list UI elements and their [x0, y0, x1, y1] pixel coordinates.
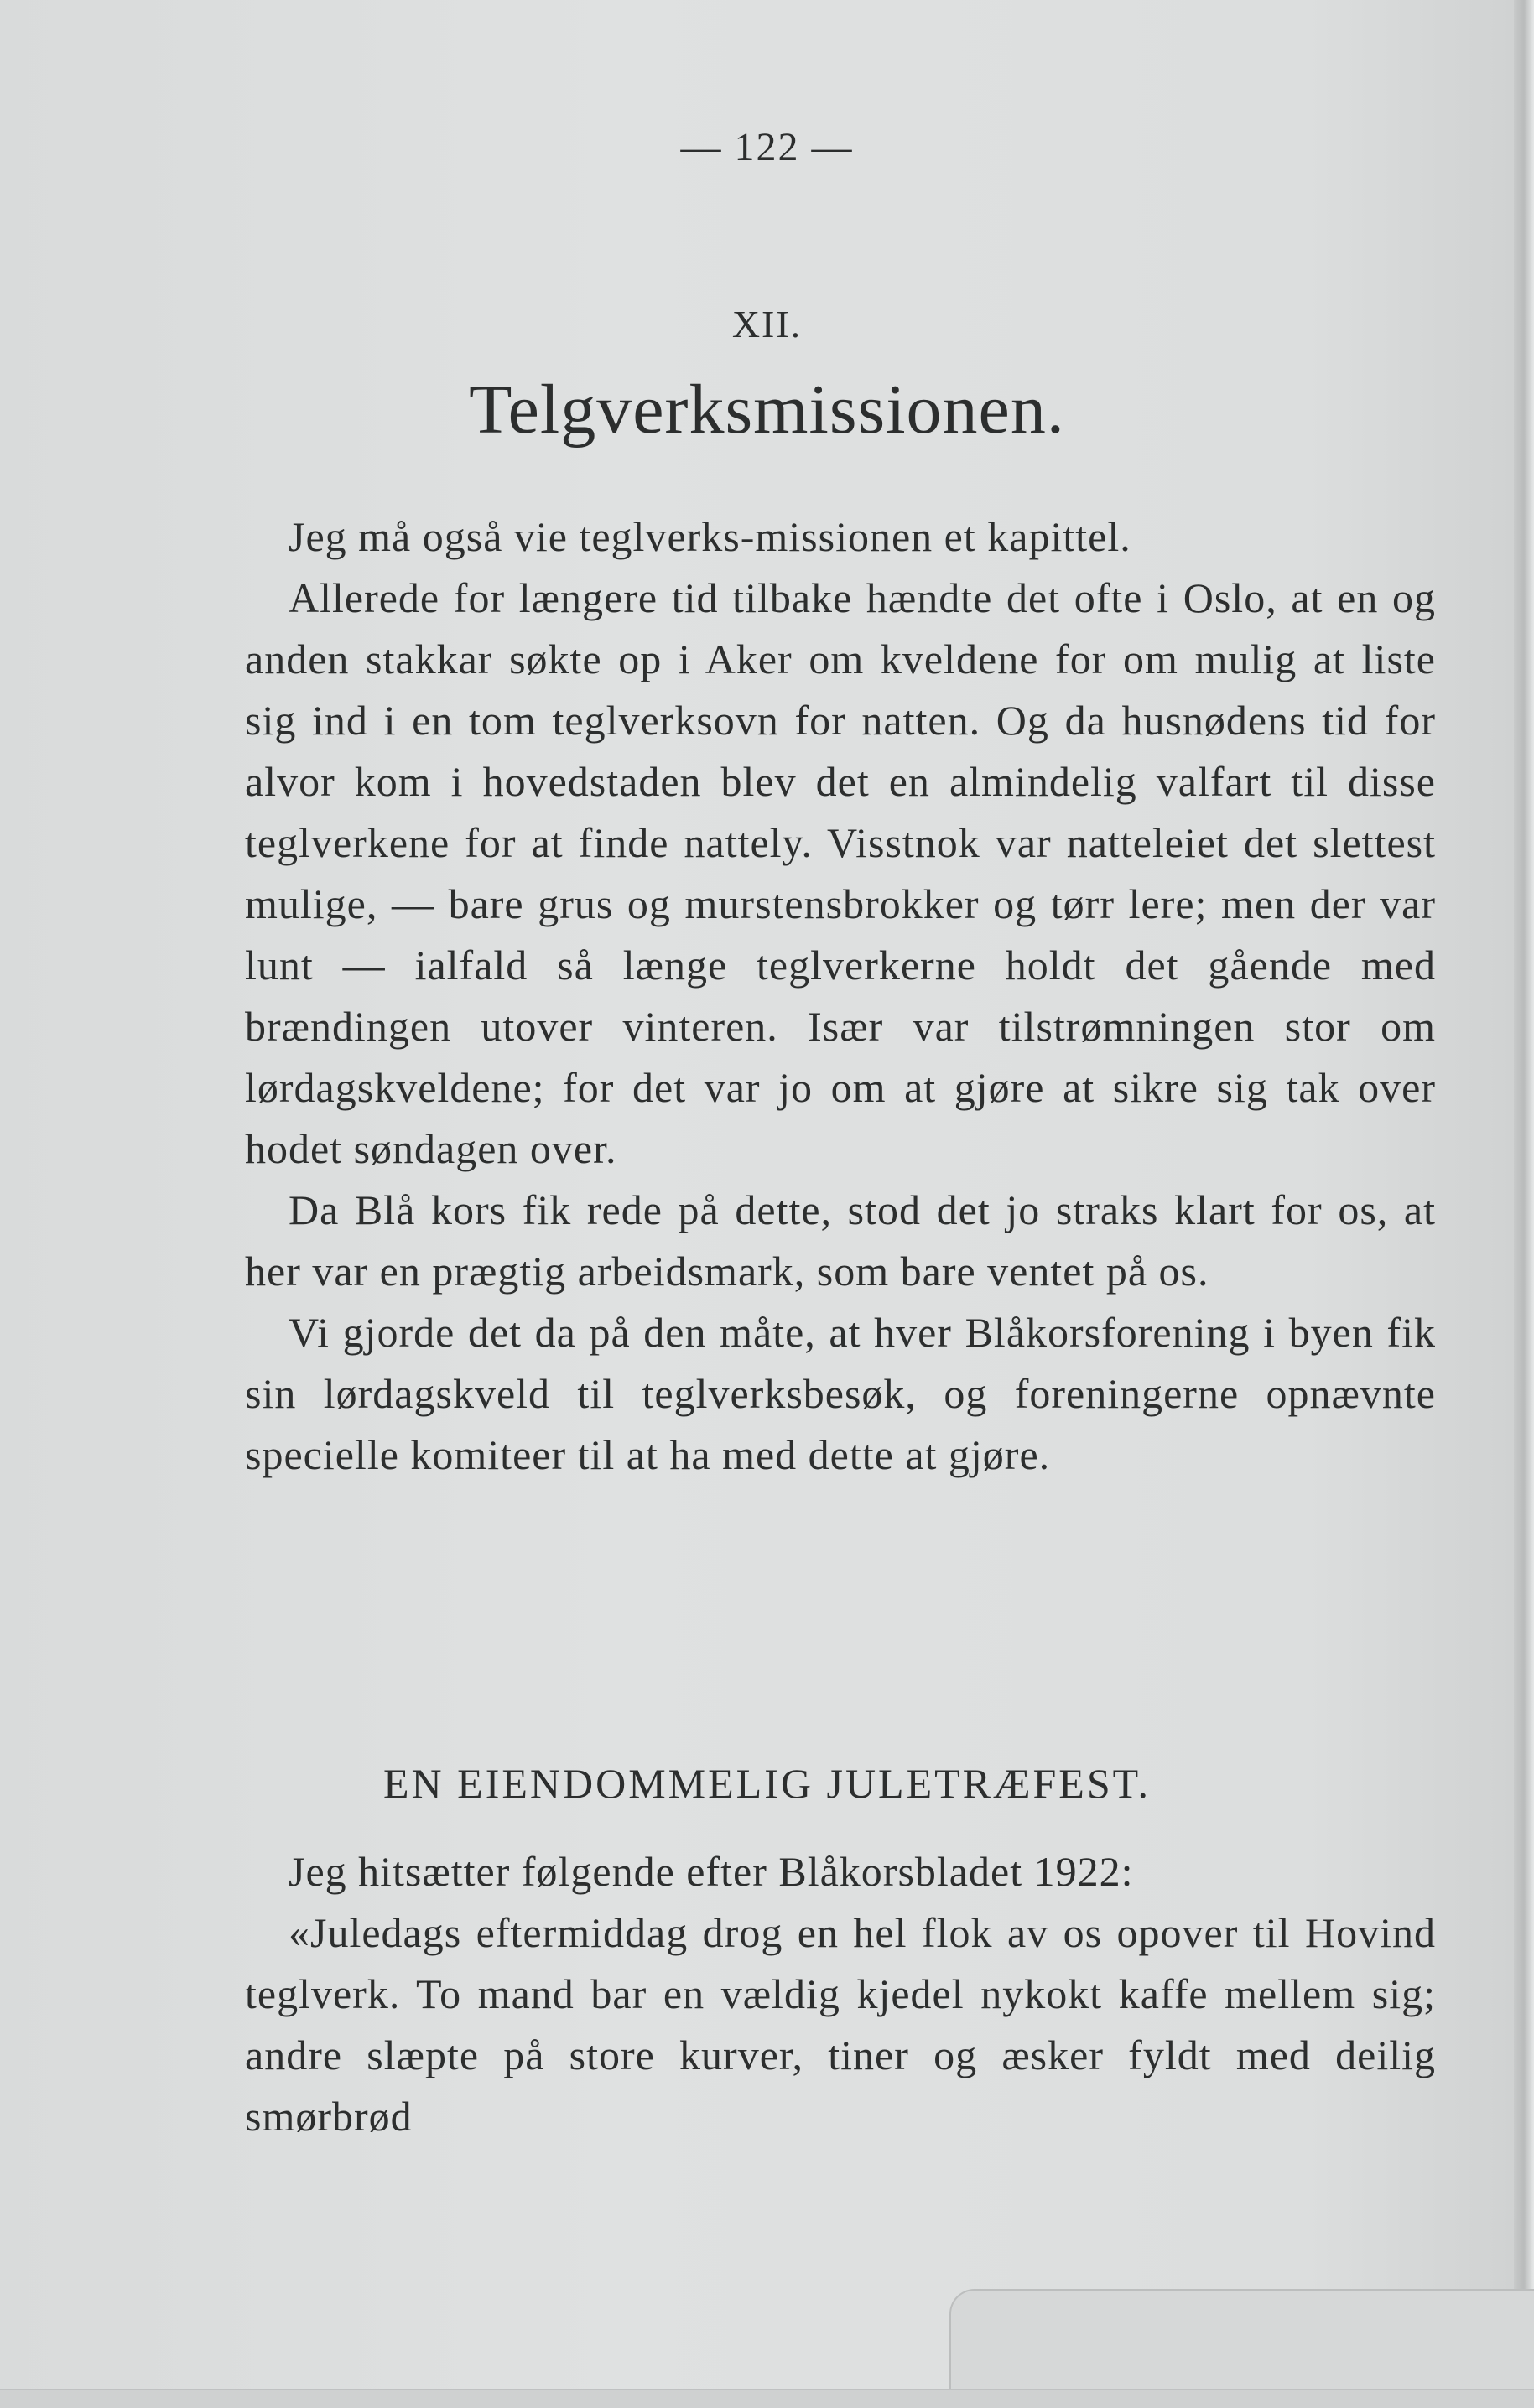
- paragraph: Da Blå kors fik rede på dette, stod det jo straks klart for os, at her var en prægtig arbeidsmark, som bare ventet på os.: [245, 1186, 1436, 1295]
- chapter-title: Telgverksmissionen.: [469, 371, 1065, 449]
- page-number: — 122 —: [680, 125, 854, 169]
- paragraph: Vi gjorde det da på den måte, at hver Blåkorsforening i byen fik sin lørdagskveld til teglverksbesøk, og foreningerne opnævnte specielle komiteer til at ha med dette at gjøre.: [245, 1309, 1436, 1478]
- scan-bottom-edge: [0, 2389, 1534, 2408]
- paragraph: Jeg må også vie teglverks-missionen et kapittel.: [289, 513, 1131, 560]
- paragraph: Jeg hitsætter følgende efter Blåkorsbladet 1922:: [289, 1848, 1134, 1895]
- section-heading: EN EIENDOMMELIG JULETRÆFEST.: [383, 1760, 1151, 1807]
- chapter-body: [245, 506, 1436, 1486]
- chapter-number: XII.: [731, 303, 803, 345]
- section-body: [245, 1841, 1436, 2147]
- paragraph: Allerede for længere tid tilbake hændte det ofte i Oslo, at en og anden stakkar søkte op i Aker om kveldene for om mulig at liste sig ind i en tom teglverksovn for natten. Og da husnødens tid for alvor kom i hovedstaden blev det en almindelig valfart til disse teglverkene for at finde nattely. Visstnok var natteleiet det slettest mulige, — bare grus og murstensbrokker og tørr lere; men der var lunt — ialfald så længe teglverkerne holdt det gående med brændingen utover vinteren. Især var tilstrømningen stor om lørdagskveldene; for det var jo om at gjøre at sikre sig tak over hodet søndagen over.: [245, 574, 1436, 1172]
- paragraph: «Juledags eftermiddag drog en hel flok av os opover til Hovind teglverk. To mand bar en vældig kjedel nykokt kaffe mellem sig; andre slæpte på store kurver, tiner og æsker fyldt med deilig smørbrød: [245, 1909, 1436, 2140]
- page-edge-shadow: [1514, 0, 1534, 2408]
